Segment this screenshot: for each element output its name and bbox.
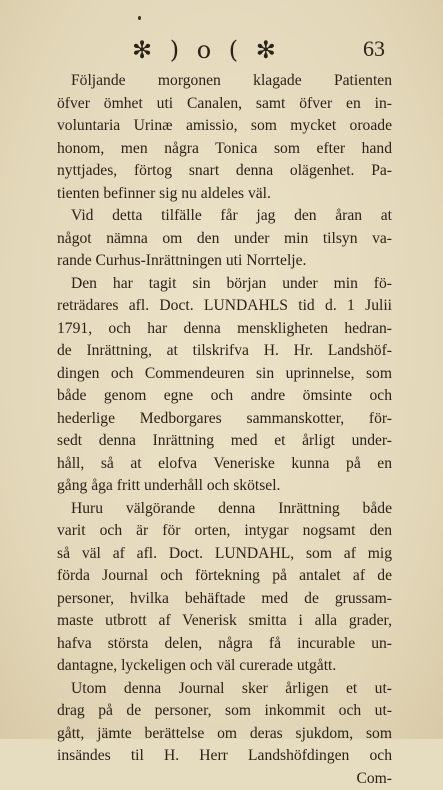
catchword: Com- xyxy=(57,768,392,790)
text-line: håll, så at elofva Veneriske kunna på en xyxy=(57,453,392,476)
text-line: varit och är för orten, intygar nogsamt den xyxy=(57,520,392,543)
text-line: Följande morgonen klagade Patienten xyxy=(57,70,392,93)
text-line: sedt denna Inrättning med et årligt under- xyxy=(57,430,392,453)
text-line: Vid detta tilfälle får jag den åran at xyxy=(57,205,392,228)
text-line: rande Curhus-Inrättningen uti Norrtelje. xyxy=(57,250,392,273)
text-line: insändes til H. Herr Landshöfdingen och xyxy=(57,745,392,768)
text-line: dantagne, lyckeligen och väl curerade utgått. xyxy=(57,655,392,678)
text-line: hederlige Medborgares sammanskotter, för- xyxy=(57,408,392,431)
text-line: reträdares afl. Doct. LUNDAHLS tid d. 1 Julii xyxy=(57,295,392,318)
page-number: 63 xyxy=(363,36,385,62)
header-ornament: ✻ ) o ( ✻ xyxy=(132,36,281,64)
print-speck xyxy=(138,16,141,20)
text-line: Huru välgörande denna Inrättning både xyxy=(57,498,392,521)
text-line: de Inrättning, at tilskrifva H. Hr. Landshöf- xyxy=(57,340,392,363)
text-line: förda Journal och förtekning på antalet af de xyxy=(57,565,392,588)
text-line: voluntaria Urinæ amissio, som mycket oroade xyxy=(57,115,392,138)
text-line: öfver ömhet uti Canalen, samt öfver en in- xyxy=(57,93,392,116)
page-header xyxy=(0,36,443,66)
text-line: något nämna om den under min tilsyn va- xyxy=(57,228,392,251)
text-line: 1791, och har denna menskligheten hedran- xyxy=(57,318,392,341)
text-line: nyttjades, förtog snart denna olägenhet. Pa- xyxy=(57,160,392,183)
text-line: Utom denna Journal sker årligen et ut- xyxy=(57,678,392,701)
text-line: både genom egne och andre ömsinte och xyxy=(57,385,392,408)
text-line: maste utbrott af Venerisk smitta i alla grader, xyxy=(57,610,392,633)
text-line: personer, hvilka behäftade med de grussam- xyxy=(57,588,392,611)
text-line: gång åga fritt underhåll och skötsel. xyxy=(57,475,392,498)
text-line: dingen och Commendeuren sin uprinnelse, som xyxy=(57,363,392,386)
text-line: honom, men några Tonica som efter hand xyxy=(57,138,392,161)
text-line: hafva största delen, några få incurable un- xyxy=(57,633,392,656)
text-line: gått, jämte berättelse om deras sjukdom, som xyxy=(57,723,392,746)
text-line: drag på de personer, som inkommit och ut- xyxy=(57,700,392,723)
body-text xyxy=(57,70,392,790)
text-line: Den har tagit sin början under min fö- xyxy=(57,273,392,296)
text-line: tienten befinner sig nu aldeles väl. xyxy=(57,183,392,206)
text-line: så väl af afl. Doct. LUNDAHL, som af mig xyxy=(57,543,392,566)
